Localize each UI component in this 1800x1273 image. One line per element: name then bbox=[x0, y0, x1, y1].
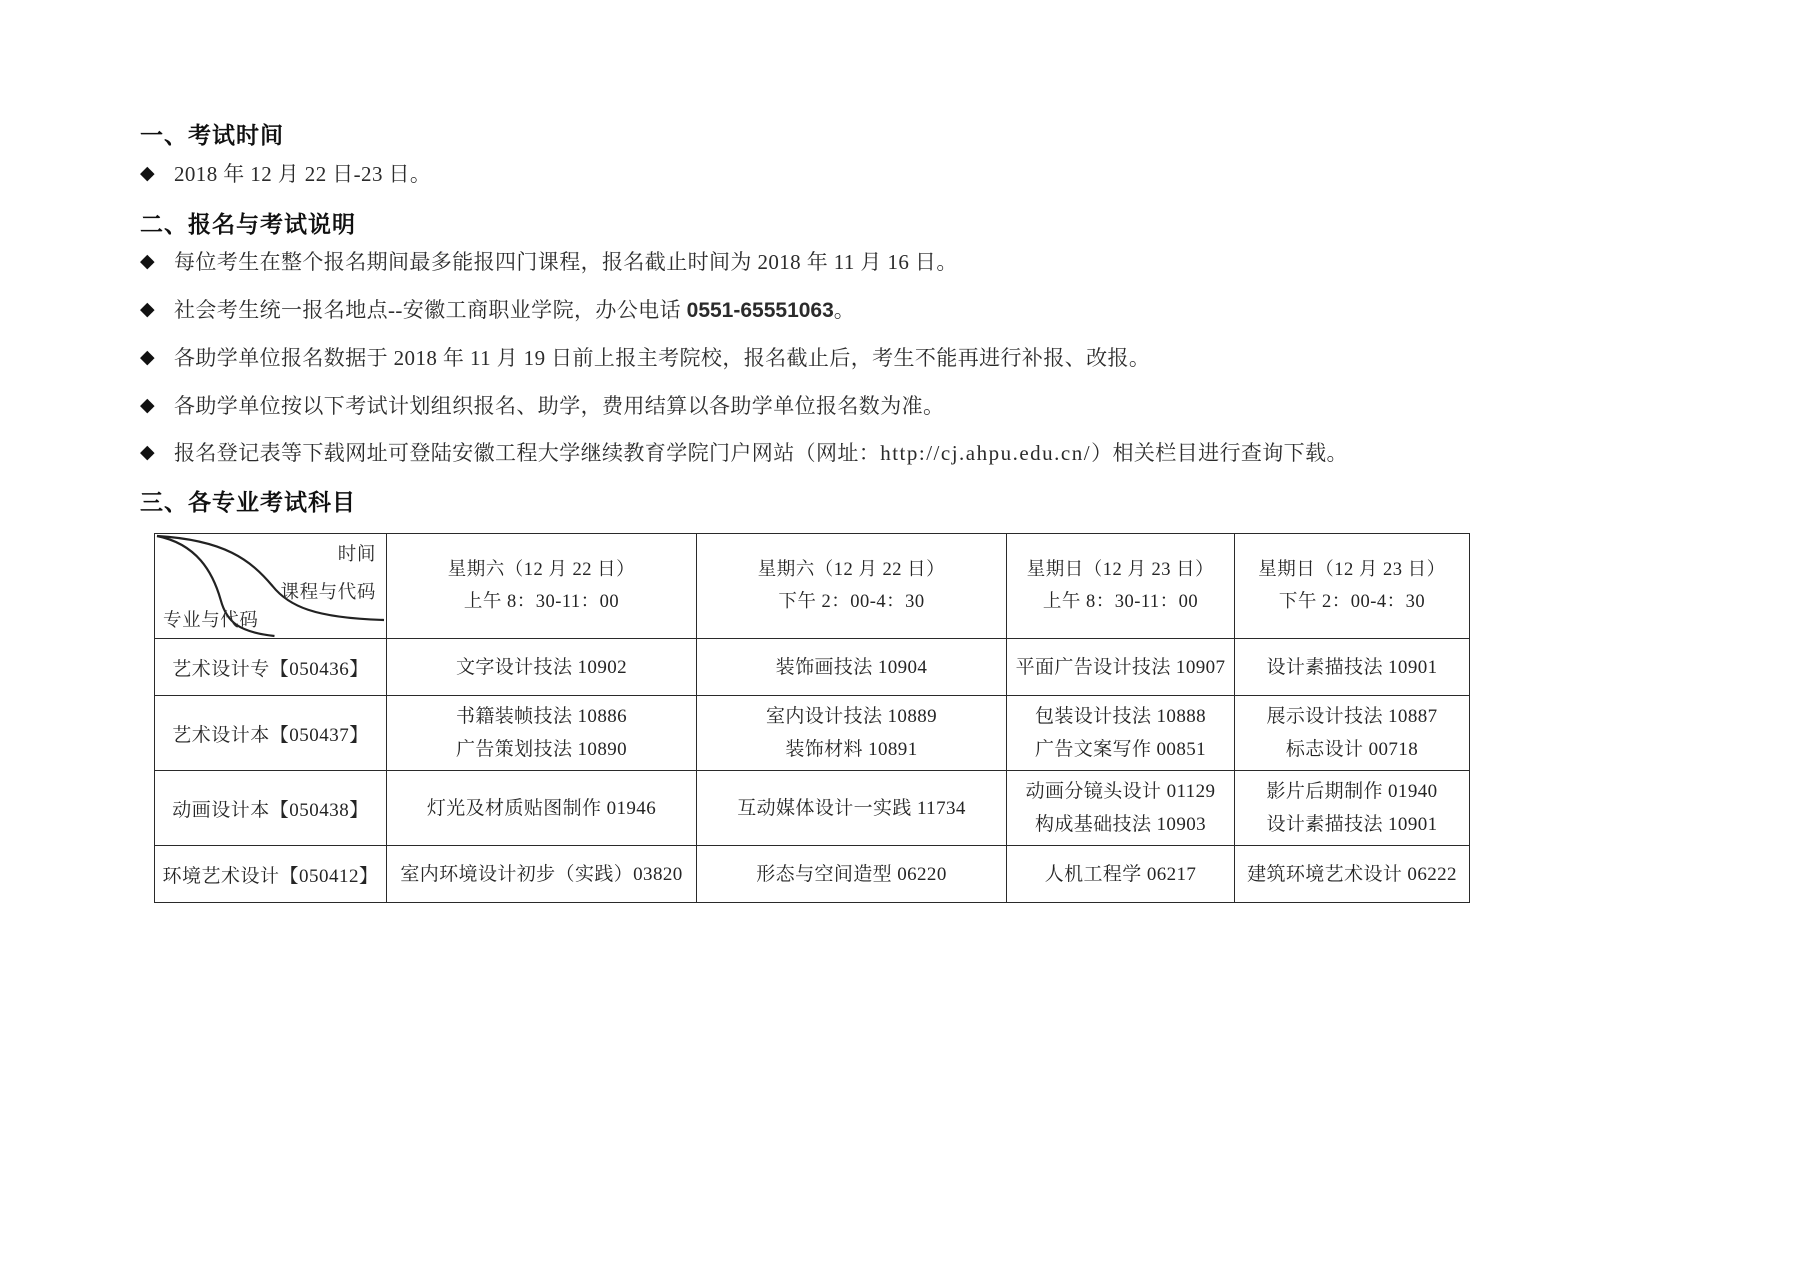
course-cell bbox=[1007, 846, 1235, 903]
course-cell bbox=[1007, 696, 1235, 771]
diamond-bullet-icon: ◆ bbox=[140, 347, 155, 369]
major-name-cell: 艺术设计本【050437】 bbox=[155, 696, 387, 771]
course-entry: 包装设计技法 10888 bbox=[1034, 705, 1207, 727]
document-content bbox=[140, 118, 1660, 903]
office-phone-number: 0551-65551063 bbox=[686, 298, 834, 322]
diamond-bullet-icon: ◆ bbox=[140, 162, 155, 184]
bullet-text-suffix: ）相关栏目进行查询下载。 bbox=[1091, 441, 1348, 466]
course-entry: 动画分镜头设计 01129 bbox=[1025, 780, 1216, 802]
course-cell bbox=[1007, 639, 1235, 696]
course-cell bbox=[1235, 771, 1470, 846]
bullet-text-with-phone bbox=[174, 295, 1660, 326]
bullet-text-with-url bbox=[174, 438, 1660, 468]
course-entry: 室内设计技法 10889 bbox=[765, 705, 938, 727]
course-cell bbox=[697, 696, 1007, 771]
table-row bbox=[155, 639, 1470, 696]
course-cell bbox=[1235, 846, 1470, 903]
section-heading-registration-notes: 二、报名与考试说明 bbox=[140, 210, 356, 237]
course-cell bbox=[697, 846, 1007, 903]
course-entry: 形态与空间造型 06220 bbox=[756, 863, 947, 885]
bullet-text: 各助学单位按以下考试计划组织报名、助学，费用结算以各助学单位报名数为准。 bbox=[174, 393, 945, 418]
column-header-time: 下午 2：00-4：30 bbox=[778, 592, 925, 613]
course-entry: 广告策划技法 10890 bbox=[455, 739, 628, 761]
course-cell bbox=[697, 771, 1007, 846]
course-entry: 平面广告设计技法 10907 bbox=[1015, 656, 1226, 678]
course-cell bbox=[387, 639, 697, 696]
column-header-time: 下午 2：00-4：30 bbox=[1278, 592, 1426, 613]
bullet-text: 各助学单位报名数据于 2018 年 11 月 19 日前上报主考院校，报名截止后，考生不能再进行补报、改报。 bbox=[174, 346, 1151, 371]
course-entry: 影片后期制作 01940 bbox=[1266, 780, 1438, 802]
bullet-item bbox=[140, 159, 1660, 189]
course-entry: 灯光及材质贴图制作 01946 bbox=[426, 797, 657, 819]
column-header-time: 上午 8：30-11：00 bbox=[463, 592, 620, 613]
section-heading-exam-subjects: 三、各专业考试科目 bbox=[140, 488, 356, 515]
course-cell bbox=[697, 639, 1007, 696]
bullet-text-prefix: 报名登记表等下载网址可登陆安徽工程大学继续教育学院门户网站（网址： bbox=[174, 441, 881, 466]
bullet-text: 每位考生在整个报名期间最多能报四门课程，报名截止时间为 2018 年 11 月 16 日。 bbox=[174, 250, 958, 275]
major-name-cell: 环境艺术设计【050412】 bbox=[155, 846, 387, 903]
column-header-time: 上午 8：30-11：00 bbox=[1042, 592, 1199, 613]
diamond-bullet-icon: ◆ bbox=[140, 442, 155, 464]
course-entry: 人机工程学 06217 bbox=[1044, 863, 1197, 885]
course-entry: 书籍装帧技法 10886 bbox=[455, 705, 628, 727]
exam-schedule-table-wrapper bbox=[154, 533, 1457, 903]
bullet-text-suffix: 。 bbox=[833, 297, 856, 322]
column-header-slot-3 bbox=[1007, 534, 1235, 639]
bullet-item bbox=[140, 391, 1660, 421]
course-entry: 建筑环境艺术设计 06222 bbox=[1247, 863, 1457, 885]
bullet-item bbox=[140, 343, 1660, 373]
course-entry: 装饰画技法 10904 bbox=[775, 656, 928, 678]
bullet-text: 2018 年 12 月 22 日-23 日。 bbox=[174, 161, 432, 186]
table-header-row bbox=[155, 534, 1470, 639]
corner-label-major: 专业与代码 bbox=[163, 611, 259, 632]
course-cell bbox=[387, 696, 697, 771]
diamond-bullet-icon: ◆ bbox=[140, 298, 155, 320]
corner-label-time: 时间 bbox=[337, 545, 376, 566]
course-entry: 展示设计技法 10887 bbox=[1266, 705, 1438, 727]
course-entry: 标志设计 00718 bbox=[1285, 739, 1419, 761]
section-heading-exam-time: 一、考试时间 bbox=[140, 122, 284, 148]
course-cell bbox=[1235, 639, 1470, 696]
table-row bbox=[155, 696, 1470, 771]
column-header-slot-2 bbox=[697, 534, 1007, 639]
course-entry: 广告文案写作 00851 bbox=[1034, 739, 1207, 761]
bullet-item bbox=[140, 295, 1660, 326]
course-entry: 文字设计技法 10902 bbox=[455, 656, 628, 678]
table-row bbox=[155, 846, 1470, 903]
column-header-day: 星期六（12 月 22 日） bbox=[447, 559, 636, 580]
bullet-item bbox=[140, 438, 1660, 468]
course-entry: 构成基础技法 10903 bbox=[1034, 814, 1207, 836]
course-cell bbox=[387, 771, 697, 846]
corner-header-cell bbox=[155, 534, 387, 639]
table-row bbox=[155, 771, 1470, 846]
course-cell bbox=[387, 846, 697, 903]
column-header-day: 星期日（12 月 23 日） bbox=[1258, 559, 1446, 580]
corner-label-course: 课程与代码 bbox=[280, 583, 376, 604]
diamond-bullet-icon: ◆ bbox=[140, 394, 155, 416]
course-entry: 室内环境设计初步（实践）03820 bbox=[400, 863, 683, 885]
diamond-bullet-icon: ◆ bbox=[140, 251, 155, 273]
column-header-day: 星期六（12 月 22 日） bbox=[757, 559, 946, 580]
column-header-slot-1 bbox=[387, 534, 697, 639]
bullet-item bbox=[140, 247, 1660, 277]
course-cell bbox=[1235, 696, 1470, 771]
column-header-day: 星期日（12 月 23 日） bbox=[1026, 559, 1215, 580]
major-name-cell: 动画设计本【050438】 bbox=[155, 771, 387, 846]
exam-schedule-table bbox=[154, 533, 1470, 903]
major-name-cell: 艺术设计专【050436】 bbox=[155, 639, 387, 696]
course-entry: 装饰材料 10891 bbox=[785, 739, 918, 761]
corner-split-cell bbox=[155, 534, 386, 638]
course-entry: 互动媒体设计一实践 11734 bbox=[737, 797, 966, 819]
course-entry: 设计素描技法 10901 bbox=[1266, 656, 1438, 678]
portal-website-url[interactable]: http://cj.ahpu.edu.cn/ bbox=[880, 441, 1092, 466]
bullet-text-prefix: 社会考生统一报名地点--安徽工商职业学院，办公电话 bbox=[174, 297, 687, 322]
column-header-slot-4 bbox=[1235, 534, 1470, 639]
course-cell bbox=[1007, 771, 1235, 846]
course-entry: 设计素描技法 10901 bbox=[1266, 814, 1438, 836]
